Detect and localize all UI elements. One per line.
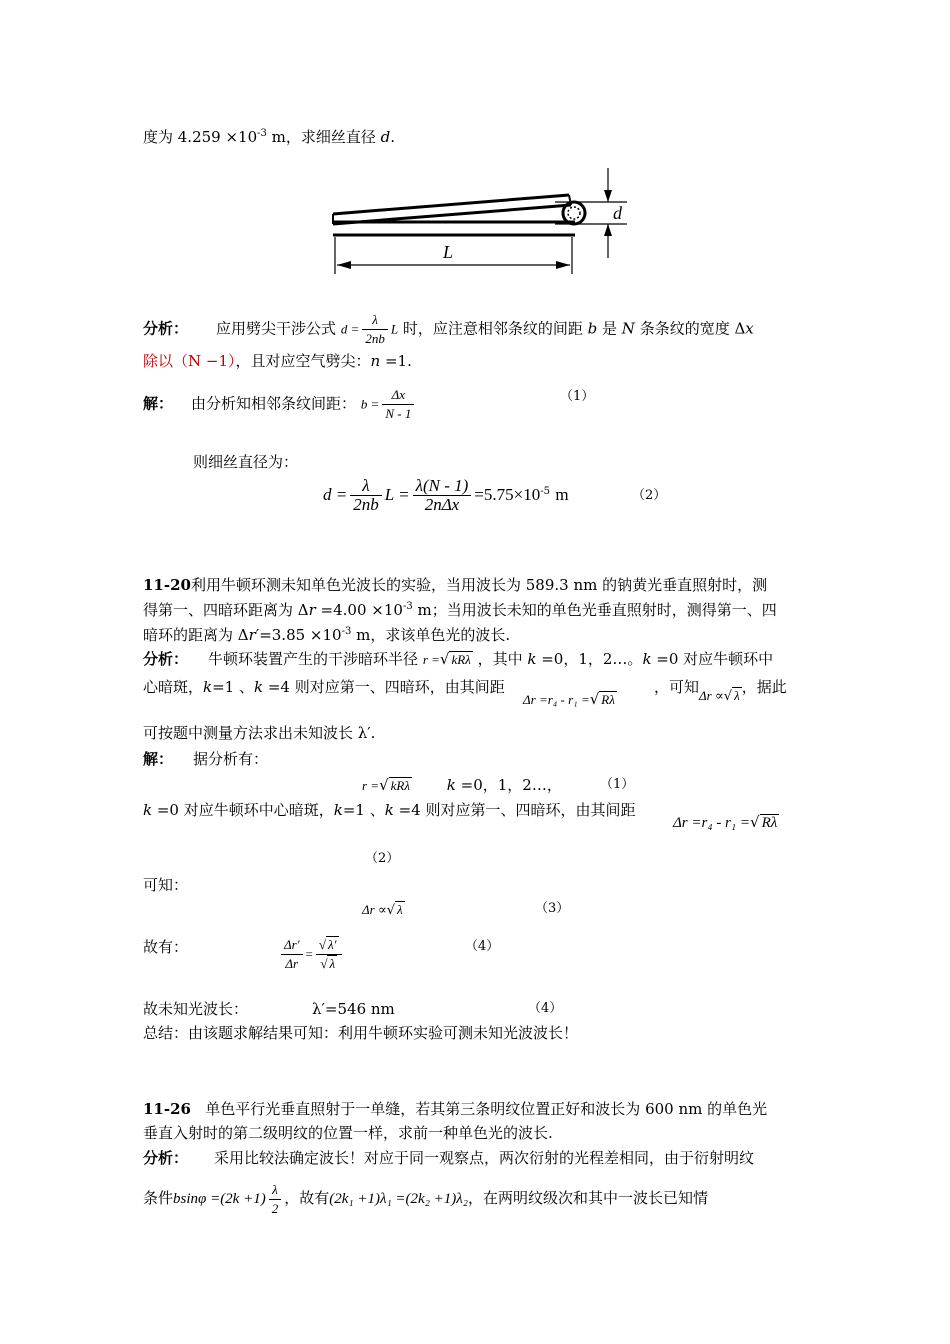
solution-2-eq1: （1）	[600, 777, 635, 792]
figure-label-d: d	[613, 203, 622, 223]
analysis-2-dr-formula: Δr =r₄ - r₁ =√ Rλ	[523, 690, 615, 708]
solution-2-text-gy: 故有：	[143, 938, 189, 956]
wedge-figure	[325, 162, 635, 277]
analysis-1-line1: 分析： 应用劈尖干涉公式 d = $\frac{\lambda}{2nb}$ L 时，应注意相邻条纹的间距 b 是 N 条条纹的宽度 Δx	[143, 312, 754, 346]
solution-2-line1: 解： 据分析有：	[143, 750, 269, 768]
problem-11-20-line1: 11-20利用牛顿环测未知单色光波长的实验，当用波长为 589.3 nm 的钠黄光垂直照射时，测	[143, 576, 768, 594]
solution-2-dr-formula: Δr =r₄ - r₁ =√ Rλ	[673, 813, 778, 831]
problem-11-26-line1: 11-26 单色平行光垂直照射于一单缝，若其第三条明纹位置正好和波长为 600 nm 的单色光	[143, 1100, 768, 1118]
solution-1-line1: 解： 由分析知相邻条纹间距： b = $\frac{\Delta x}{N - 1}$	[143, 386, 417, 423]
analysis-2-line1: 分析： 牛顿环装置产生的干涉暗环半径 r =√ kRλ ，其中 k =0，1，2…。k =0 对应牛顿环中	[143, 650, 774, 668]
analysis-3-line1: 分析： 采用比较法确定波长！对应于同一观察点，两次衍射的光程差相同，由于衍射明纹	[143, 1149, 755, 1167]
solution-1-formula: d = $\frac{\lambda}{2nb}$ L = $\frac{\lambda(N - 1)}{\text{2nΔx}}$ $=5.75\times 10^{-5}$ m	[323, 476, 569, 514]
problem-11-20-line3: 暗环的距离为 $\Delta r'=3.85 \times 10^{-3}$ m，求该单色光的波长.	[143, 626, 511, 644]
solution-2-eq4: （4）	[465, 939, 500, 954]
analysis-3-line2: 条件bsinφ =(2k +1) $\frac{\lambda}{2}$ ，故有(2k₁ +1)λ₁ =(2k₂ +1)λ₂，在两明纹级次和其中一波长已知情	[143, 1181, 709, 1216]
solution-2-eq2: （2）	[365, 851, 400, 866]
solution-2-prop: Δr ∝√ λ	[362, 902, 403, 918]
solution-2-text-kz: 可知：	[143, 876, 189, 894]
problem-11-26-line2: 垂直入射时的第二级明纹的位置一样，求前一种单色光的波长.	[143, 1124, 553, 1142]
solution-2-eq5: （4）	[528, 1001, 563, 1016]
solution-1-eq2: （2）	[632, 488, 667, 503]
analysis-2-text5: ，可知Δr ∝√ λ ，据此	[654, 678, 787, 704]
solution-2-summary: 总结：由该题求解结果可知：利用牛顿环实验可测未知光波波长！	[143, 1024, 579, 1042]
solution-2-ratio: $\frac{\Delta r'}{\Delta r}$ = $\frac{√ \lambda'}{√ \lambda}$	[278, 936, 345, 973]
solution-2-r-formula: r =√ kRλ k =0，1，2…，	[362, 776, 562, 794]
problem-11-20-line2: 得第一、四暗环距离为 $\Delta r =4.00 \times 10^{-3}$ m；当用波长未知的单色光垂直照射时，测得第一、四	[143, 601, 777, 619]
analysis-1-line2: 除以（N −1），且对应空气劈尖：n =1.	[143, 352, 412, 370]
solution-1-text2: 则细丝直径为：	[193, 453, 299, 471]
analysis-2-line2: 心暗斑，k=1 、k =4 则对应第一、四暗环，由其间距	[143, 678, 505, 696]
solution-1-eq1: （1）	[560, 389, 595, 404]
solution-2-eq3: （3）	[535, 901, 570, 916]
solution-2-result: λ′=546 nm	[312, 1000, 395, 1018]
solution-2-text-res: 故未知光波长：	[143, 1000, 249, 1018]
analysis-2-line3: 可按题中测量方法求出未知波长 λ′.	[143, 724, 376, 742]
intro-line: 度为 $4.259 \times 10^{-3}$ m，求细丝直径 d.	[143, 128, 396, 146]
figure-label-L: L	[443, 242, 454, 262]
solution-2-line2: k =0 对应牛顿环中心暗斑，k=1 、k =4 则对应第一、四暗环，由其间距	[143, 801, 636, 819]
